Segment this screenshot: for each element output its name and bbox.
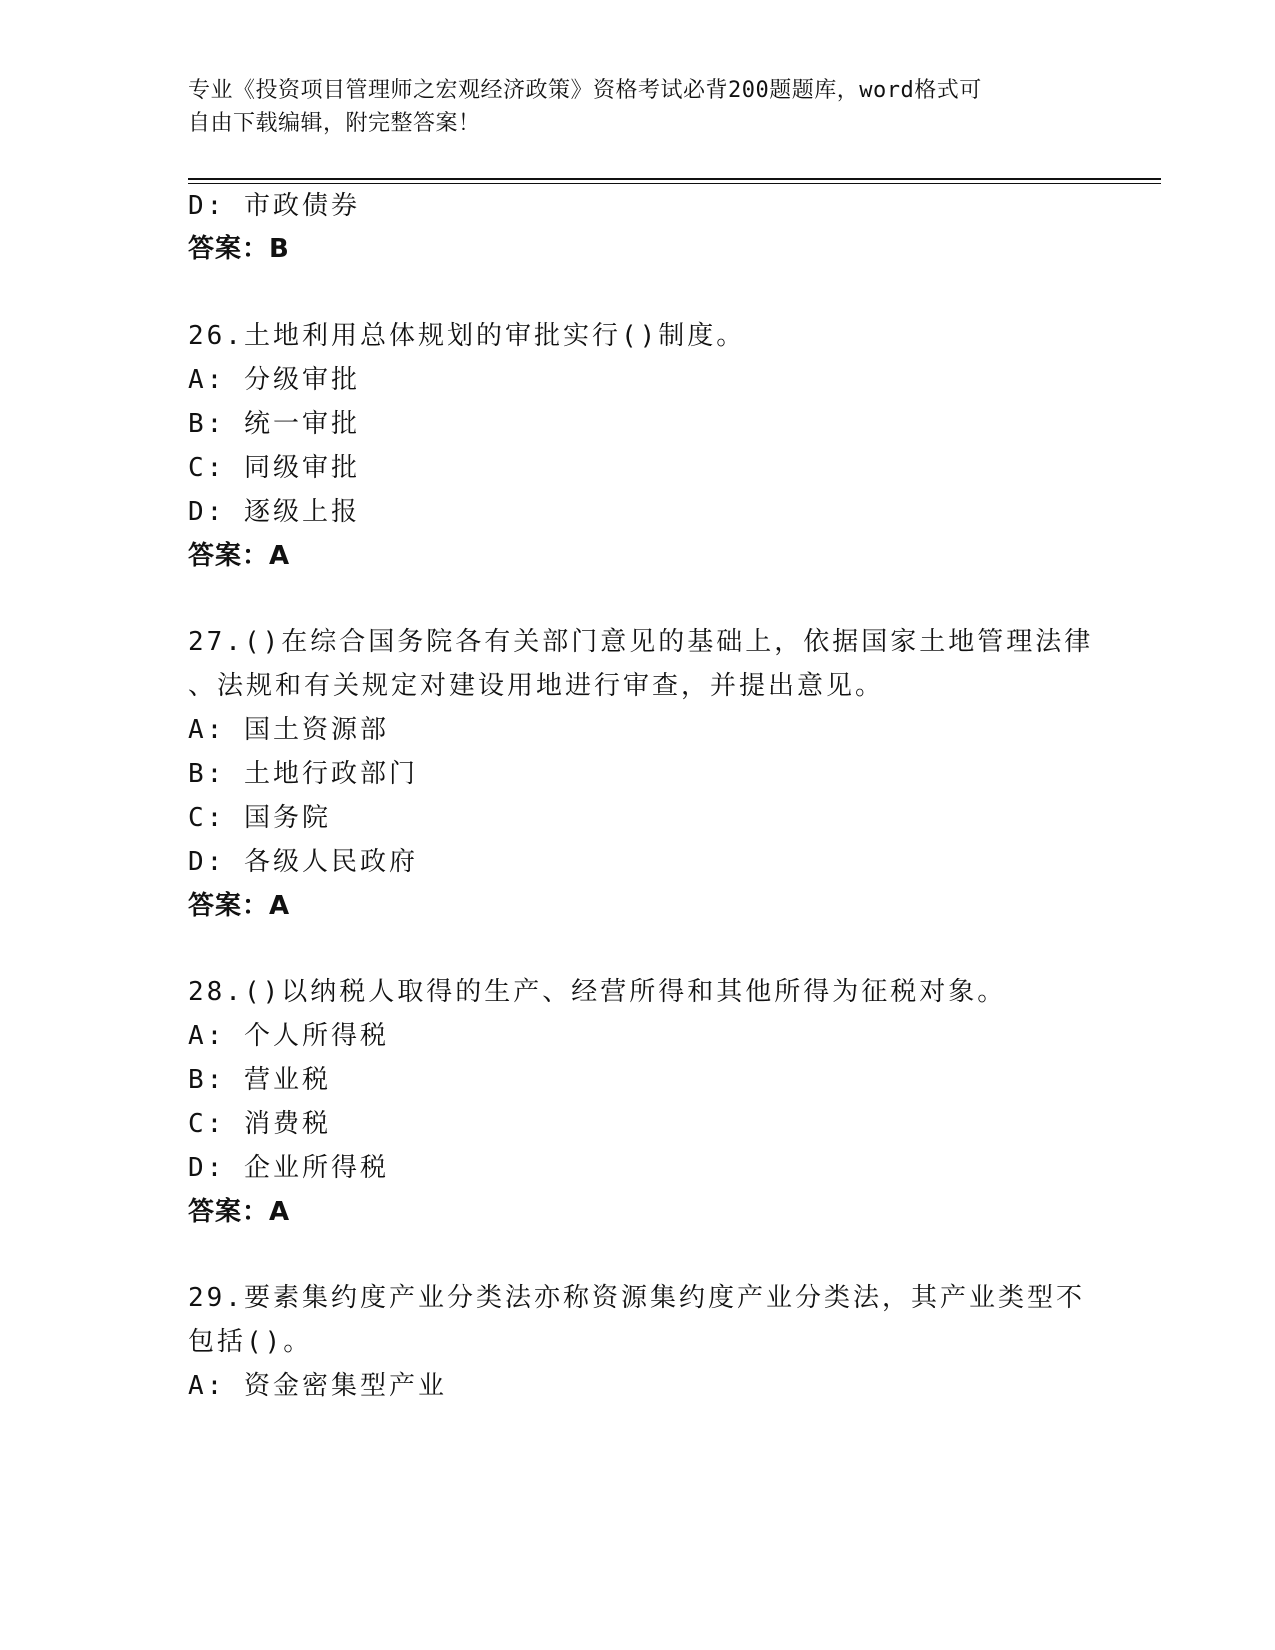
q27-stem-line-1: 27.()在综合国务院各有关部门意见的基础上，依据国家土地管理法律 [188,627,1094,657]
q27-option-c: C: 国务院 [188,803,331,833]
q27-stem-line-2: 、法规和有关规定对建设用地进行审查，并提出意见。 [188,671,885,701]
q28-option-a: A: 个人所得税 [188,1021,389,1051]
document-header [188,74,1068,140]
q28-option-b: B: 营业税 [188,1065,331,1095]
q27-answer: 答案：A [188,891,291,921]
q28-stem: 28.()以纳税人取得的生产、经营所得和其他所得为征税对象。 [188,977,1007,1007]
header-line-2: 自由下载编辑，附完整答案！ [188,111,481,136]
header-rule-thick [188,178,1161,180]
q25-option-d: D: 市政债券 [188,191,360,221]
q29-option-a: A: 资金密集型产业 [188,1371,447,1401]
header-rule-thin [188,183,1161,184]
q27-option-a: A: 国土资源部 [188,715,389,745]
q29-stem-line-1: 29.要素集约度产业分类法亦称资源集约度产业分类法，其产业类型不 [188,1283,1085,1313]
q28-option-d: D: 企业所得税 [188,1153,389,1183]
q25-answer: 答案：B [188,234,290,264]
q26-option-d: D: 逐级上报 [188,497,360,527]
header-line-1: 专业《投资项目管理师之宏观经济政策》资格考试必背200题题库，word格式可 [188,78,982,103]
q27-option-d: D: 各级人民政府 [188,847,418,877]
q26-option-c: C: 同级审批 [188,453,360,483]
q28-option-c: C: 消费税 [188,1109,331,1139]
q26-option-a: A: 分级审批 [188,365,360,395]
q26-stem: 26.土地利用总体规划的审批实行()制度。 [188,321,746,351]
q29-stem-line-2: 包括()。 [188,1327,313,1357]
q28-answer: 答案：A [188,1197,291,1227]
q26-option-b: B: 统一审批 [188,409,360,439]
q26-answer: 答案：A [188,541,291,571]
q27-option-b: B: 土地行政部门 [188,759,418,789]
